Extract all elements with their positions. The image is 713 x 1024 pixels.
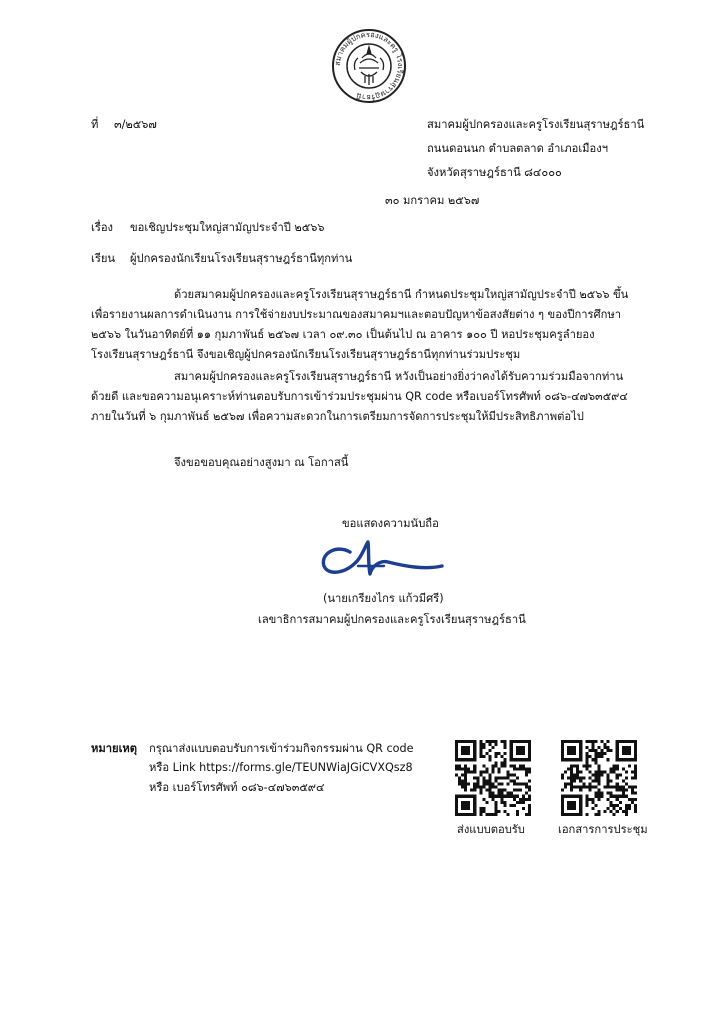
- paragraph-1-line-4: โรงเรียนสุราษฎร์ธานี จึงขอเชิญผู้ปกครองนักเรียนโรงเรียนสุราษฎร์ธานีทุกท่านร่วมประชุม: [91, 348, 521, 361]
- sender-line-2: ถนนดอนนก ตำบลตลาด อำเภอเมืองฯ: [427, 142, 608, 155]
- note-line-1: กรุณาส่งแบบตอบรับการเข้าร่วมกิจกรรมผ่าน QR code: [149, 742, 414, 755]
- subject-text: ขอเชิญประชุมใหญ่สามัญประจำปี ๒๕๖๖: [130, 221, 325, 234]
- qr-caption-reply-form: ส่งแบบตอบรับ: [457, 823, 525, 836]
- body-paragraph-1: [91, 285, 628, 365]
- closing-line: จึงขอขอบคุณอย่างสูงมา ณ โอกาสนี้: [174, 456, 349, 469]
- sender-line-1: สมาคมผู้ปกครองและครูโรงเรียนสุราษฎร์ธานี: [427, 118, 645, 131]
- paragraph-2-line-3: ภายในวันที่ ๖ กุมภาพันธ์ ๒๕๖๗ เพื่อความสะดวกในการเตรียมการจัดการประชุมให้มีประสิทธิภาพต่อไป: [91, 410, 584, 423]
- note-label: หมายเหตุ: [91, 742, 138, 755]
- paragraph-2-line-2: ด้วยดี และขอความอนุเคราะห์ท่านตอบรับการเข้าร่วมประชุมผ่าน QR code หรือเบอร์โทรศัพท์ ๐๘๖-๔๗๖๓๕๙๔: [91, 390, 628, 403]
- qr-code-reply-form[interactable]: [455, 740, 531, 816]
- qr-caption-meeting-documents: เอกสารการประชุม: [558, 823, 648, 836]
- qr-code-meeting-documents[interactable]: [561, 740, 637, 816]
- paragraph-2-line-1: สมาคมผู้ปกครองและครูโรงเรียนสุราษฎร์ธานี หวังเป็นอย่างยิ่งว่าคงได้รับความร่วมมือจากท่าน: [174, 370, 624, 383]
- signer-title: เลขาธิการสมาคมผู้ปกครองและครูโรงเรียนสุราษฎร์ธานี: [258, 613, 526, 626]
- reference-label: ที่: [91, 118, 99, 131]
- recipient-text: ผู้ปกครองนักเรียนโรงเรียนสุราษฎร์ธานีทุกท่าน: [130, 252, 353, 265]
- paragraph-1-line-3: ๒๕๖๖ ในวันอาทิตย์ที่ ๑๑ กุมภาพันธ์ ๒๕๖๗ เวลา ๐๙.๓๐ เป็นต้นไป ณ อาคาร ๑๐๐ ปี หอประชุมครูลำยอง: [91, 328, 595, 341]
- seal-ring-text: สมาคมผู้ปกครองและครู โรงเรียนสุราษฎร์ธานี: [332, 29, 406, 103]
- paragraph-1-line-2: เพื่อรายงานผลการดำเนินงาน การใช้จ่ายงบประมาณของสมาคมฯและตอบปัญหาข้อสงสัยต่าง ๆ ของปีการศึกษา: [91, 308, 622, 321]
- paragraph-1-line-1: ด้วยสมาคมผู้ปกครองและครูโรงเรียนสุราษฎร์ธานี กำหนดประชุมใหญ่สามัญประจำปี ๒๕๖๖ ขึ้น: [174, 288, 629, 301]
- note-line-3: หรือ เบอร์โทรศัพท์ ๐๘๖-๔๗๖๓๕๙๔: [149, 781, 325, 794]
- subject-label: เรื่อง: [91, 221, 114, 234]
- association-seal: [331, 28, 407, 104]
- note-line-2: หรือ Link https://forms.gle/TEUNWiaJGiCVXQsz8: [149, 761, 413, 774]
- reference-number: ๓/๒๕๖๗: [114, 118, 157, 131]
- sender-line-3: จังหวัดสุราษฎร์ธานี ๘๔๐๐๐: [427, 166, 562, 179]
- signer-name: (นายเกรียงไกร แก้วมีศรี): [323, 592, 444, 605]
- letter-date: ๓๐ มกราคม ๒๕๖๗: [385, 194, 480, 207]
- body-paragraph-2: [91, 367, 628, 427]
- recipient-label: เรียน: [91, 252, 116, 265]
- signature-image: [314, 530, 446, 586]
- regards-text: ขอแสดงความนับถือ: [342, 517, 439, 530]
